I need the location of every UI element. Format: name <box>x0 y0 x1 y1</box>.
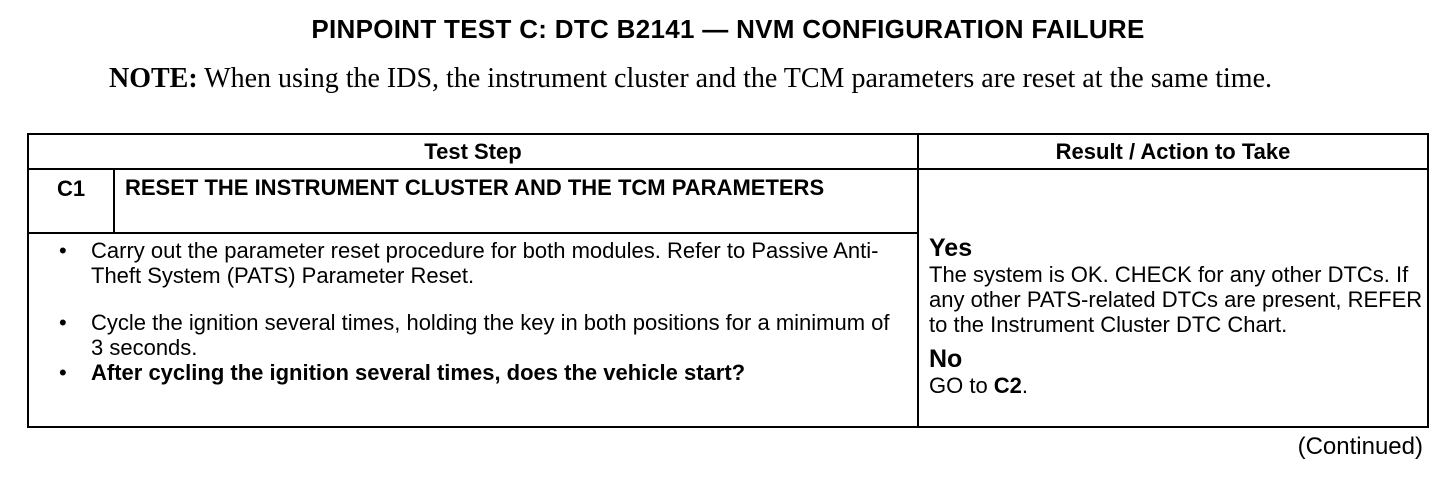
list-item <box>59 360 897 385</box>
table-header-row <box>28 134 1428 169</box>
note-text: When using the IDS, the instrument cluster and the TCM parameters are reset at the same time. <box>197 63 1273 94</box>
continued-label: (Continued) <box>1297 433 1423 460</box>
bullet-icon: • <box>59 238 67 263</box>
no-suffix: . <box>1021 373 1029 398</box>
step-title: RESET THE INSTRUMENT CLUSTER AND THE TCM PARAMETERS <box>114 169 918 233</box>
step-id: C1 <box>28 169 114 233</box>
result-cell <box>918 169 1428 427</box>
bullet-text-question: After cycling the ignition several times, does the vehicle start? <box>91 360 746 385</box>
list-item <box>59 238 897 288</box>
bullet-icon: • <box>59 360 67 385</box>
bullet-text: Carry out the parameter reset procedure for both modules. Refer to Passive Anti-Theft System (PATS) Parameter Reset. <box>91 238 879 288</box>
yes-label: Yes <box>929 234 973 262</box>
header-result: Result / Action to Take <box>918 134 1428 169</box>
step-title-row <box>28 169 1428 233</box>
bullet-text: Cycle the ignition several times, holding the key in both positions for a minimum of 3 seconds. <box>91 310 890 360</box>
note <box>109 64 1309 94</box>
step-bullets <box>28 233 918 427</box>
no-action <box>929 373 1427 398</box>
page-title: PINPOINT TEST C: DTC B2141 — NVM CONFIGURATION FAILURE <box>311 14 1145 44</box>
note-label: NOTE: <box>109 63 198 94</box>
yes-text: The system is OK. CHECK for any other DTCs. If any other PATS-related DTCs are present, REFER to the Instrument Cluster DTC Chart. <box>929 262 1423 337</box>
no-prefix: GO to <box>929 373 994 398</box>
no-target-link: C2 <box>993 373 1022 398</box>
pinpoint-test-table <box>27 133 1429 428</box>
no-label: No <box>929 345 963 373</box>
list-item <box>59 310 897 360</box>
bullet-icon: • <box>59 310 67 335</box>
header-test-step: Test Step <box>28 134 918 169</box>
